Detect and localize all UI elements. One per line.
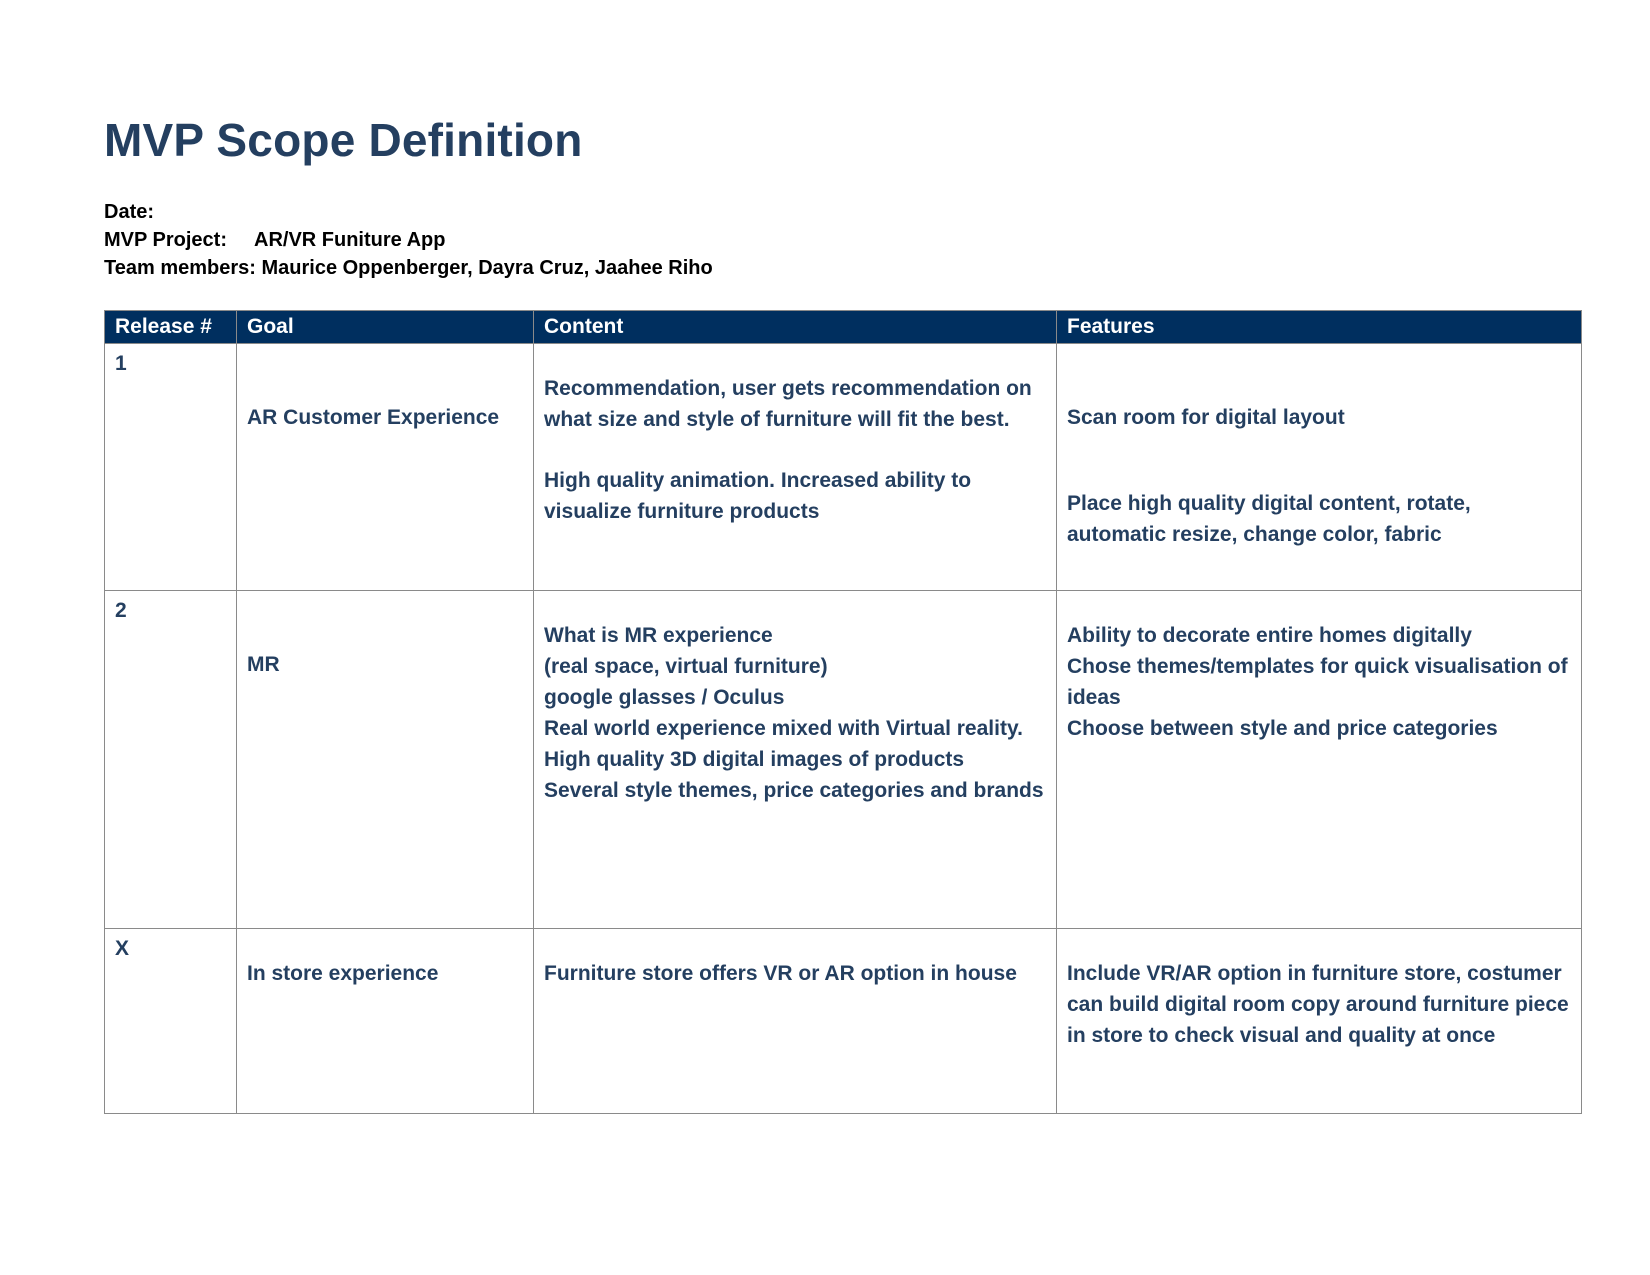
content-line: google glasses / Oculus bbox=[544, 686, 785, 709]
date-row bbox=[104, 198, 713, 226]
features-cell bbox=[1057, 929, 1582, 1114]
content-cell bbox=[534, 344, 1057, 591]
team-value: Maurice Oppenberger, Dayra Cruz, Jaahee Riho bbox=[261, 257, 713, 279]
team-label: Team members: bbox=[104, 257, 256, 279]
features-cell bbox=[1057, 591, 1582, 929]
features-cell bbox=[1057, 344, 1582, 591]
release-number: 1 bbox=[115, 352, 127, 375]
release-number: 2 bbox=[115, 599, 127, 622]
project-row bbox=[104, 226, 713, 254]
header-content: Content bbox=[534, 311, 1057, 344]
table-row bbox=[105, 344, 1582, 591]
features-text: Include VR/AR option in furniture store, costumer can build digital room copy around furniture piece in store to check visual and quality at once bbox=[1067, 962, 1569, 1047]
content-cell bbox=[534, 591, 1057, 929]
features-line: Choose between style and price categories bbox=[1067, 717, 1498, 740]
document-meta bbox=[104, 198, 713, 282]
scope-table bbox=[104, 310, 1582, 1114]
team-row bbox=[104, 254, 713, 282]
content-list bbox=[544, 591, 1046, 806]
content-cell bbox=[534, 929, 1057, 1114]
goal-cell bbox=[237, 591, 534, 929]
content-line: Several style themes, price categories and brands bbox=[544, 779, 1044, 802]
features-line: Ability to decorate entire homes digitally bbox=[1067, 624, 1472, 647]
table-header-row bbox=[105, 311, 1582, 344]
goal-text: In store experience bbox=[247, 962, 439, 985]
features-list bbox=[1067, 591, 1571, 744]
content-line: High quality 3D digital images of products bbox=[544, 748, 965, 771]
content-text: Furniture store offers VR or AR option in house bbox=[544, 962, 1017, 985]
page-title: MVP Scope Definition bbox=[104, 114, 583, 166]
goal-text: AR Customer Experience bbox=[247, 406, 500, 429]
content-line: (real space, virtual furniture) bbox=[544, 655, 828, 678]
release-number: X bbox=[115, 937, 130, 960]
header-features: Features bbox=[1057, 311, 1582, 344]
goal-text: MR bbox=[247, 653, 280, 676]
features-text: Scan room for digital layout bbox=[1067, 406, 1345, 429]
project-value: AR/VR Funiture App bbox=[254, 229, 446, 251]
content-line: What is MR experience bbox=[544, 624, 773, 647]
release-cell bbox=[105, 344, 237, 591]
release-cell bbox=[105, 929, 237, 1114]
goal-cell bbox=[237, 929, 534, 1114]
features-text: Place high quality digital content, rotate, automatic resize, change color, fabric bbox=[1067, 492, 1471, 546]
project-label: MVP Project: bbox=[104, 229, 227, 251]
table-row bbox=[105, 591, 1582, 929]
content-line: Real world experience mixed with Virtual reality. bbox=[544, 717, 1023, 740]
content-text: High quality animation. Increased ability to visualize furniture products bbox=[544, 469, 972, 523]
release-cell bbox=[105, 591, 237, 929]
goal-cell bbox=[237, 344, 534, 591]
features-line: Chose themes/templates for quick visualisation of ideas bbox=[1067, 655, 1568, 709]
date-label: Date: bbox=[104, 201, 155, 223]
content-text: Recommendation, user gets recommendation on what size and style of furniture will fit the best. bbox=[544, 377, 1032, 431]
table-row bbox=[105, 929, 1582, 1114]
header-release: Release # bbox=[105, 311, 237, 344]
header-goal: Goal bbox=[237, 311, 534, 344]
